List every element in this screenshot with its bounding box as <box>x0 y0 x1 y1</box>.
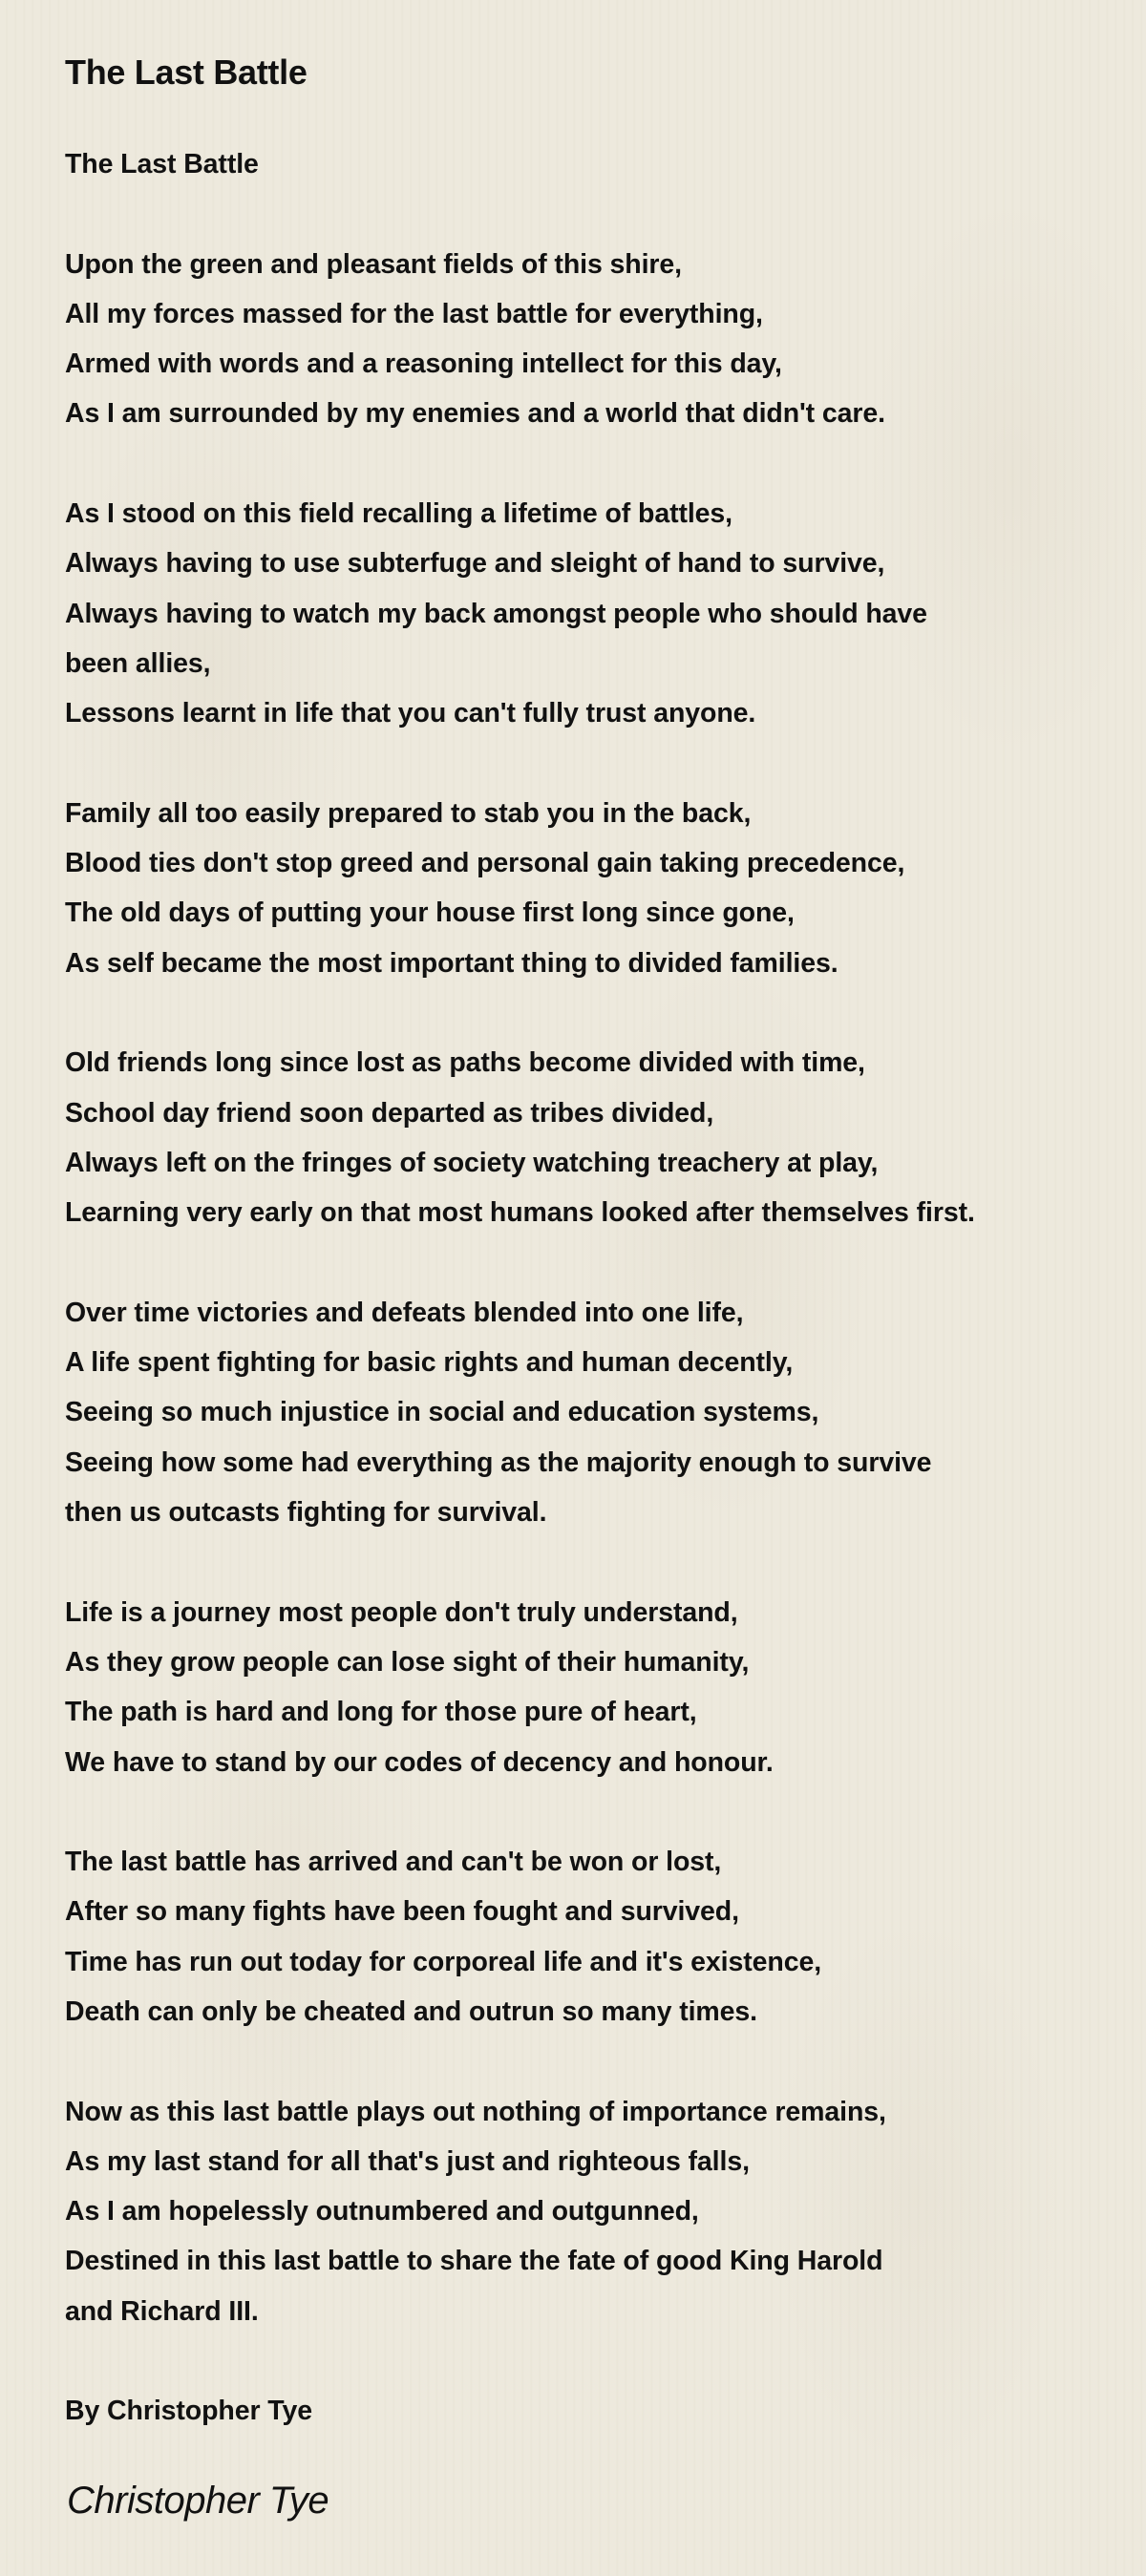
stanza-gap <box>65 1238 1135 1288</box>
stanza-gap <box>65 988 1135 1038</box>
poem-line: As my last stand for all that's just and righteous falls, <box>65 2145 750 2177</box>
stanza-gap <box>65 439 1135 489</box>
stanza-gap <box>65 739 1135 789</box>
poem-line: After so many fights have been fought and survived, <box>65 1896 739 1928</box>
poem-line: As self became the most important thing to divided families. <box>65 947 838 979</box>
page-title: The Last Battle <box>65 53 308 92</box>
poem-line: then us outcasts fighting for survival. <box>65 1497 547 1529</box>
poem-heading: The Last Battle <box>65 149 259 179</box>
author-signature: Christopher Tye <box>67 2480 329 2522</box>
poem-line: Upon the green and pleasant fields of this shire, <box>65 248 682 280</box>
poem-line: As I stood on this field recalling a lifetime of battles, <box>65 498 732 530</box>
stanza-gap <box>65 1537 1135 1587</box>
poem-line: Always having to use subterfuge and sleight of hand to survive, <box>65 548 885 580</box>
poem-line: Death can only be cheated and outrun so many times. <box>65 1995 757 2027</box>
poem-line: Time has run out today for corporeal life and it's existence, <box>65 1946 822 1977</box>
poem-line: School day friend soon departed as tribes divided, <box>65 1097 714 1129</box>
poem-line: and Richard III. <box>65 2295 259 2327</box>
poem-body <box>65 139 1135 2437</box>
poem-line: Always left on the fringes of society watching treachery at play, <box>65 1147 879 1178</box>
stanza-gap <box>65 2037 1135 2086</box>
poem-line: Seeing how some had everything as the majority enough to survive <box>65 1446 932 1478</box>
stanza-gap <box>65 2336 1135 2386</box>
poem-line: Over time victories and defeats blended into one life, <box>65 1297 744 1328</box>
poem-line: Armed with words and a reasoning intellect for this day, <box>65 348 782 380</box>
stanza-gap <box>65 189 1135 239</box>
poem-line: We have to stand by our codes of decency and honour. <box>65 1746 774 1778</box>
poem-line: Lessons learnt in life that you can't fully trust anyone. <box>65 698 756 729</box>
stanza-gap <box>65 1787 1135 1837</box>
poem-line: All my forces massed for the last battle for everything, <box>65 298 763 329</box>
poem-line: Always having to watch my back amongst people who should have <box>65 598 927 629</box>
poem-line: Old friends long since lost as paths become divided with time, <box>65 1047 865 1079</box>
poem-line: Life is a journey most people don't truly understand, <box>65 1596 738 1628</box>
poem-line: Learning very early on that most humans looked after themselves first. <box>65 1197 975 1229</box>
poem-line: The last battle has arrived and can't be won or lost, <box>65 1847 722 1878</box>
poem-line: As I am surrounded by my enemies and a world that didn't care. <box>65 398 885 430</box>
poem-page <box>65 48 1135 2437</box>
poem-line: been allies, <box>65 647 211 679</box>
poem-line: Blood ties don't stop greed and personal gain taking precedence, <box>65 848 905 879</box>
poem-line: As they grow people can lose sight of their humanity, <box>65 1646 750 1678</box>
poem-line: Seeing so much injustice in social and education systems, <box>65 1397 819 1428</box>
poem-line: A life spent fighting for basic rights and human decently, <box>65 1347 794 1379</box>
poem-line: Now as this last battle plays out nothing of importance remains, <box>65 2096 886 2127</box>
author-byline: By Christopher Tye <box>65 2396 312 2427</box>
poem-line: The old days of putting your house first long since gone, <box>65 897 795 929</box>
poem-line: As I am hopelessly outnumbered and outgunned, <box>65 2196 699 2228</box>
poem-line: The path is hard and long for those pure of heart, <box>65 1697 697 1728</box>
poem-line: Family all too easily prepared to stab you in the back, <box>65 797 752 829</box>
poem-line: Destined in this last battle to share the fate of good King Harold <box>65 2246 883 2277</box>
